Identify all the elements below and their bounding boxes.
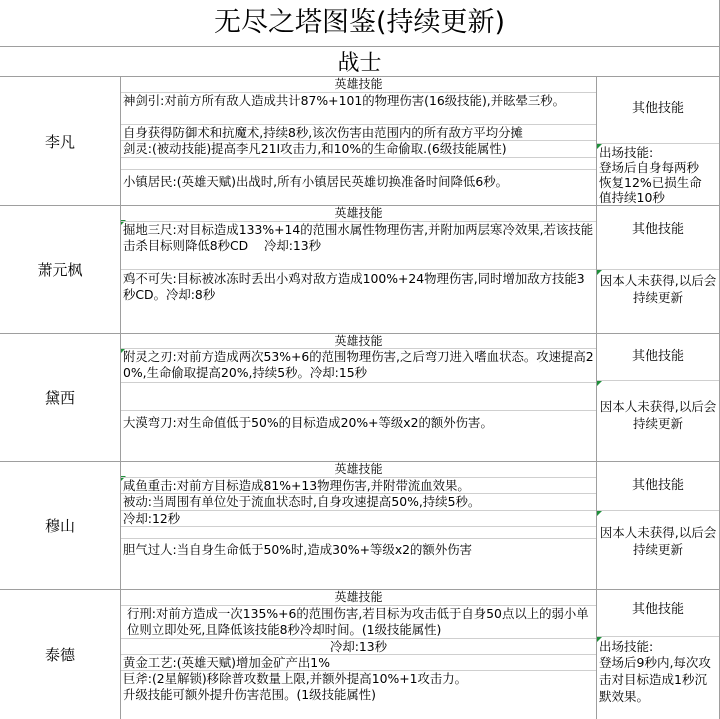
hero-section-xiaoyuanfeng (0, 206, 720, 333)
other-note: 因本人未获得,以后会持续更新 (599, 273, 717, 305)
skill-text: 被动:当周围有单位处于流血状态时,自身攻速提高50%,持续5秒。 (123, 494, 481, 509)
skill-text: 大漠弯刀:对生命值低于50%的目标造成20%+等级x2的额外伤害。 (123, 415, 493, 430)
other-skills-header: 其他技能 (631, 602, 684, 617)
other-note: 登场后自身每两秒 (599, 160, 700, 175)
skills-header: 英雄技能 (334, 77, 383, 91)
other-skills (597, 206, 719, 333)
hero-skills (121, 462, 596, 589)
skill-text: 神剑引:对前方所有敌人造成共计87%+101的物理伤害(16级技能),并眩晕三秒。 (123, 93, 566, 108)
other-skills-header: 其他技能 (631, 101, 684, 116)
skill-text: 行刑:对前方造成一次135%+6的范围伤害,若目标为攻击低于自身50点以上的弱小单位则立即处死,且降低该技能8秒冷却时间。(1级技能属性) (127, 606, 589, 637)
other-note: 恢复12%已损生命 (599, 175, 702, 190)
hero-section-taide (0, 590, 720, 719)
skill-text: 冷却:12秒 (123, 511, 181, 526)
hero-skills (121, 77, 596, 205)
hero-name: 萧元枫 (0, 206, 121, 333)
hero-skills (121, 334, 596, 461)
skills-header: 英雄技能 (334, 590, 383, 604)
skills-header: 英雄技能 (334, 206, 383, 220)
skill-text: 巨斧:(2星解锁)移除普攻数量上限,并额外提高10%+1攻击力。 (123, 671, 468, 686)
other-note: 值持续10秒 (599, 190, 665, 205)
other-note: 因本人未获得,以后会持续更新 (599, 525, 717, 557)
other-skills (597, 334, 719, 461)
skills-header: 英雄技能 (334, 462, 383, 476)
other-skills (597, 590, 719, 719)
page-title: 无尽之塔图鉴(持续更新) (0, 0, 719, 47)
skill-text: 鸡不可失:目标被冰冻时丢出小鸡对敌方造成100%+24物理伤害,同时增加敌方技能3秒CD。冷却:8秒 (123, 271, 585, 302)
other-skills-header: 其他技能 (631, 222, 684, 237)
hero-skills (121, 206, 596, 333)
hero-name: 李凡 (0, 77, 121, 205)
skill-text: 自身获得防御术和抗魔术,持续8秒,该次伤害由范围内的所有敌方平均分摊 (123, 125, 523, 140)
other-skills (597, 462, 719, 589)
other-skills-header: 其他技能 (631, 478, 684, 493)
other-skills (597, 77, 719, 205)
other-note: 出场技能: (599, 145, 654, 160)
skill-text: 咸鱼重击:对前方目标造成81%+13物理伤害,并附带流血效果。 (123, 478, 470, 493)
skills-header: 英雄技能 (334, 334, 383, 348)
skill-text: 剑灵:(被动技能)提高李凡21I攻击力,和10%的生命偷取.(6级技能属性) (123, 141, 507, 156)
skill-text: 升级技能可额外提升伤害范围。(1级技能属性) (123, 687, 376, 702)
hero-name: 黛西 (0, 334, 121, 461)
skill-text: 掘地三尺:对目标造成133%+14的范围水属性物理伤害,并附加两层寒冷效果,若该技能击杀目标则降低8秒CD 冷却:13秒 (123, 222, 594, 253)
skill-text: 附灵之刃:对前方造成两次53%+6的范围物理伤害,之后弯刀进入嗜血状态。攻速提高20%,生命偷取提高20%,持续5秒。冷却:15秒 (123, 349, 594, 380)
hero-skills (121, 590, 596, 719)
skill-text: 小镇居民:(英雄天赋)出战时,所有小镇居民英雄切换准备时间降低6秒。 (123, 174, 508, 189)
other-note: 登场后9秒内,每次攻击对目标造成1秒沉默效果。 (599, 655, 711, 704)
other-skills-header: 其他技能 (631, 349, 684, 364)
hero-section-lifan (0, 77, 720, 205)
hero-name: 穆山 (0, 462, 121, 589)
hero-name: 泰德 (0, 590, 121, 719)
other-note: 因本人未获得,以后会持续更新 (599, 399, 717, 431)
hero-section-mushan (0, 462, 720, 589)
class-subtitle: 战士 (0, 47, 719, 77)
skill-text: 冷却:13秒 (329, 639, 388, 654)
skill-text: 胆气过人:当自身生命低于50%时,造成30%+等级x2的额外伤害 (123, 542, 472, 557)
skill-text: 黄金工艺:(英雄天赋)增加金矿产出1% (123, 655, 330, 670)
other-note: 出场技能: (599, 639, 654, 654)
hero-section-daixi (0, 334, 720, 461)
